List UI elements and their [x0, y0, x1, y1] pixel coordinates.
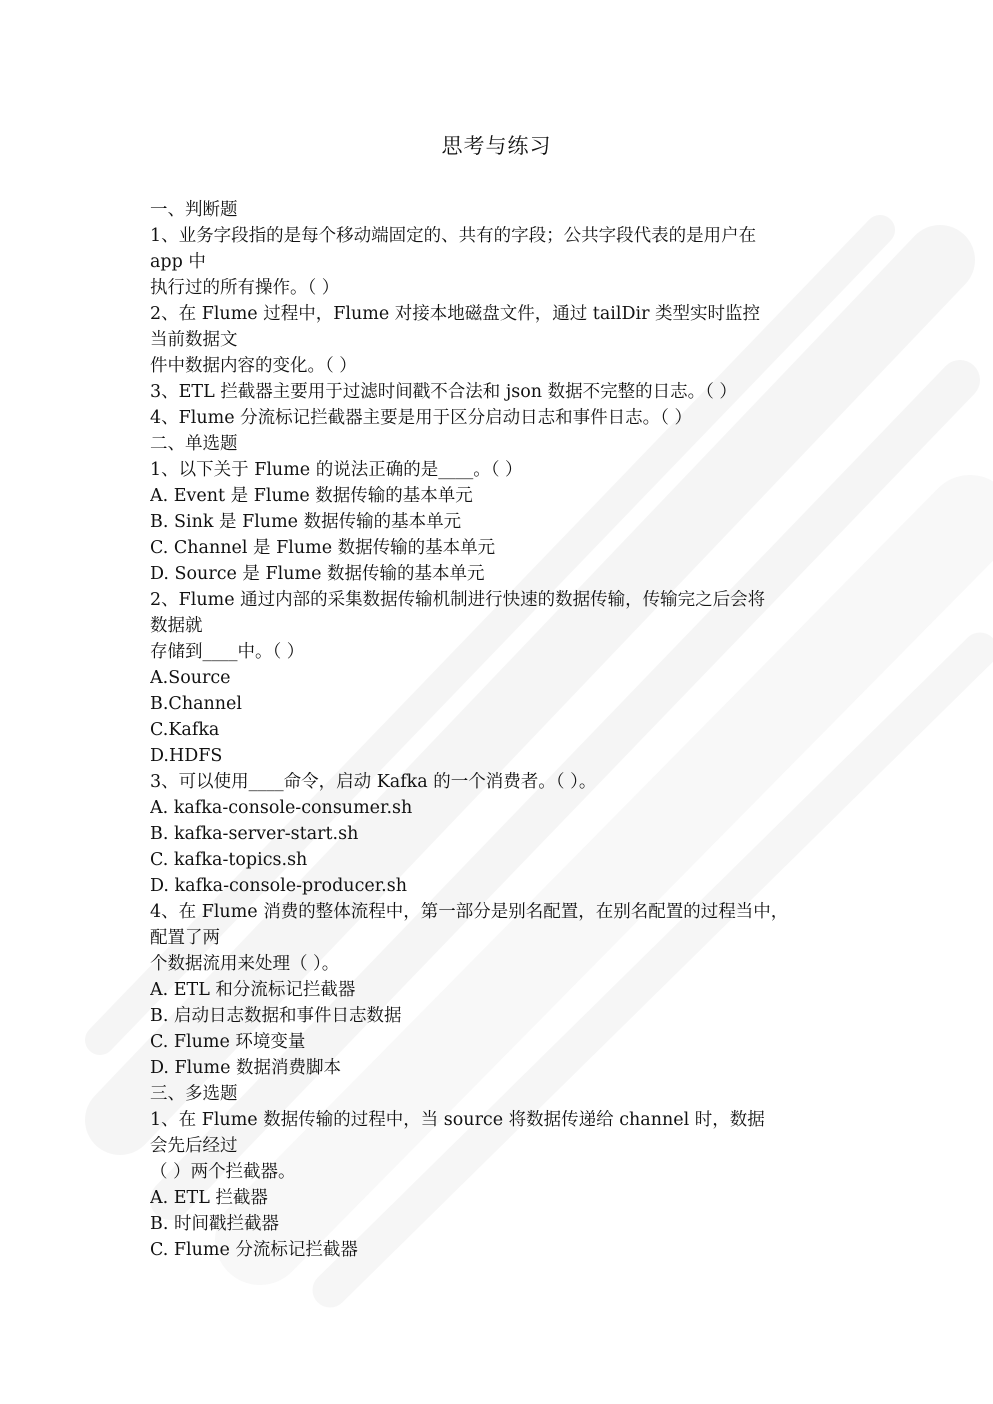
- text-line: B.Channel: [150, 694, 243, 714]
- text-line: 2、在 Flume 过程中，Flume 对接本地磁盘文件，通过 tailDir 类型实时监控: [150, 304, 761, 324]
- text-line: 二、单选题: [150, 434, 238, 454]
- text-line: 4、Flume 分流标记拦截器主要是用于区分启动日志和事件日志。（ ）: [150, 408, 692, 428]
- text-line: C. Channel 是 Flume 数据传输的基本单元: [150, 538, 496, 558]
- text-line: A.Source: [150, 668, 231, 688]
- text-line: 3、可以使用____命令，启动 Kafka 的一个消费者。（ ）。: [150, 772, 597, 792]
- text-line: （ ）两个拦截器。: [150, 1162, 296, 1182]
- text-line: D. Source 是 Flume 数据传输的基本单元: [150, 564, 485, 584]
- text-line: 1、在 Flume 数据传输的过程中，当 source 将数据传递给 channel 时，数据: [150, 1110, 765, 1130]
- text-line: C. Flume 分流标记拦截器: [150, 1240, 358, 1260]
- text-line: 会先后经过: [150, 1136, 238, 1156]
- text-line: B. kafka-server-start.sh: [150, 824, 359, 844]
- text-line: 1、以下关于 Flume 的说法正确的是____。（ ）: [150, 460, 523, 480]
- text-line: 三、多选题: [150, 1084, 238, 1104]
- text-line: A. kafka-console-consumer.sh: [150, 798, 413, 818]
- text-line: C. kafka-topics.sh: [150, 850, 308, 870]
- text-line: C. Flume 环境变量: [150, 1032, 306, 1052]
- text-line: 个数据流用来处理（ ）。: [150, 954, 340, 974]
- text-line: B. Sink 是 Flume 数据传输的基本单元: [150, 512, 462, 532]
- exercise-content: [150, 197, 842, 1263]
- text-line: D. Flume 数据消费脚本: [150, 1058, 342, 1078]
- text-line: B. 启动日志数据和事件日志数据: [150, 1006, 402, 1026]
- text-line: D.HDFS: [150, 746, 223, 766]
- text-line: D. kafka-console-producer.sh: [150, 876, 407, 896]
- text-line: B. 时间戳拦截器: [150, 1214, 279, 1234]
- text-line: 数据就: [150, 616, 203, 636]
- text-line: C.Kafka: [150, 720, 220, 740]
- text-line: 当前数据文: [150, 330, 238, 350]
- text-line: 2、Flume 通过内部的采集数据传输机制进行快速的数据传输，传输完之后会将: [150, 590, 766, 610]
- text-line: A. ETL 和分流标记拦截器: [150, 980, 356, 1000]
- text-line: A. ETL 拦截器: [150, 1188, 268, 1208]
- text-line: 执行过的所有操作。（ ）: [150, 278, 340, 298]
- page-title: 思考与练习: [441, 134, 552, 158]
- text-line: 件中数据内容的变化。（ ）: [150, 356, 357, 376]
- text-line: 配置了两: [150, 928, 220, 948]
- text-line: 3、ETL 拦截器主要用于过滤时间戳不合法和 json 数据不完整的日志。（ ）: [150, 382, 737, 402]
- text-line: 一、判断题: [150, 200, 238, 220]
- text-line: 4、在 Flume 消费的整体流程中，第一部分是别名配置，在别名配置的过程当中，: [150, 902, 789, 922]
- text-line: A. Event 是 Flume 数据传输的基本单元: [150, 486, 473, 506]
- text-line: app 中: [150, 252, 206, 272]
- text-line: 1、业务字段指的是每个移动端固定的、共有的字段；公共字段代表的是用户在: [150, 226, 757, 246]
- text-line: 存储到____中。（ ）: [150, 642, 305, 662]
